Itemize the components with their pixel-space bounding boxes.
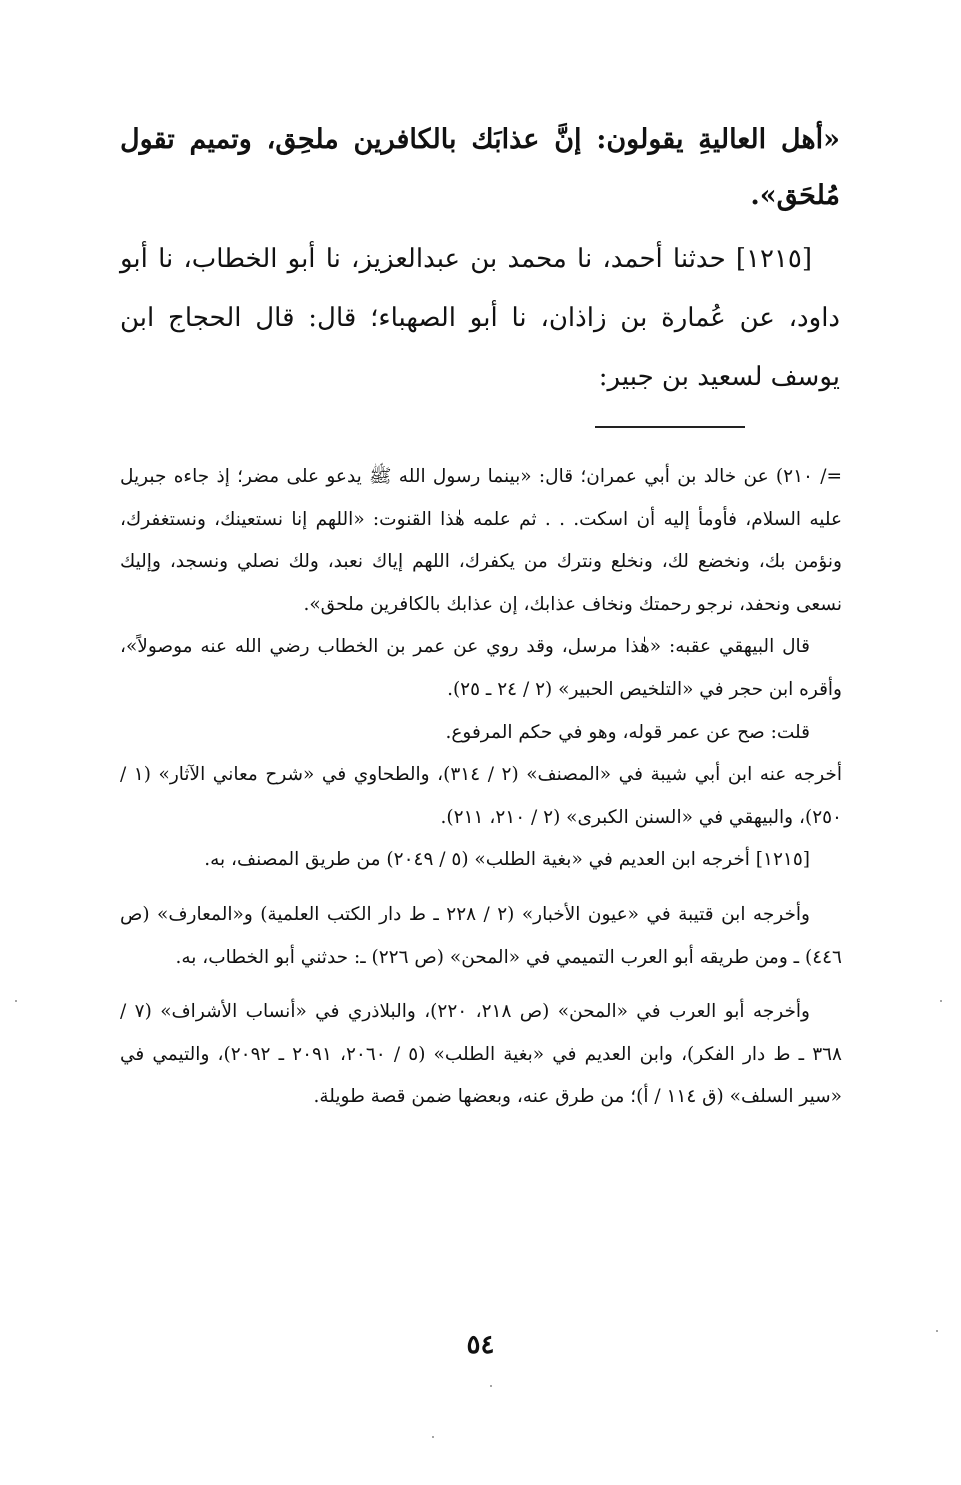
footnote-paragraph: وأخرجه ابن قتيبة في «عيون الأخبار» (٢ / ٢٢٨ ـ ط دار الكتب العلمية) و«المعارف» (ص ٤٤٦) ـ ومن طريقه أبو العرب التميمي في «المحن» (ص ٢٢٦) ـ: حدثني أبو الخطاب، به. bbox=[120, 903, 842, 968]
main-text-paragraph-1: «أهل العاليةِ يقولون: إنَّ عذابَك بالكافرين ملحِق، وتميم تقول مُلحَق». bbox=[120, 124, 840, 211]
footnote-paragraph: [١٢١٥] أخرجه ابن العديم في «بغية الطلب» (٥ / ٢٠٤٩) من طريق المصنف، به. bbox=[204, 849, 810, 871]
footnote-paragraph: وأخرجه أبو العرب في «المحن» (ص ٢١٨، ٢٢٠)، والبلاذري في «أنساب الأشراف» (٧ / ٣٦٨ ـ ط دار الفكر)، وابن العديم في «بغية الطلب» (٥ / ٢٠٦٠، ٢٠٩١ ـ ٢٠٩٢)، والتيمي في «سير السلف» (ق ١١٤ / أ)؛ من طرق عنه، وبعضها ضمن قصة طويلة. bbox=[120, 1001, 842, 1108]
footnote-separator bbox=[595, 426, 745, 428]
footnote-paragraph: =/ ٢١٠) عن خالد بن أبي عمران؛ قال: «بينما رسول الله ﷺ يدعو على مضر؛ إذ جاءه جبريل عليه السلام، فأومأ إليه أن اسكت. . . ثم علمه هٰذا القنوت: «اللهم إنا نستعينك، ونستغفرك، ونؤمن بك، ونخضع لك، ونخلع ونترك من يكفرك، اللهم إياك نعبد، ولك نصلي ونسجد، وإليك نسعى ونحفد، نرجو رحمتك ونخاف عذابك، إن عذابك بالكافرين ملحق». bbox=[120, 466, 842, 615]
footnote-paragraph: أخرجه عنه ابن أبي شيبة في «المصنف» (٢ / ٣١٤)، والطحاوي في «شرح معاني الآثار» (١ / ٢٥٠)، والبيهقي في «السنن الكبرى» (٢ / ٢١٠، ٢١١). bbox=[120, 764, 843, 828]
scan-speck bbox=[490, 1385, 492, 1387]
scan-speck bbox=[432, 1436, 434, 1438]
scan-speck bbox=[15, 1000, 17, 1002]
scan-speck bbox=[936, 1330, 938, 1332]
footnotes-section bbox=[120, 456, 842, 1119]
scan-speck bbox=[940, 1000, 942, 1002]
footnote-paragraph: قلت: صح عن عمر قوله، وهو في حكم المرفوع. bbox=[445, 721, 810, 743]
footnote-paragraph: قال البيهقي عقبه: «هٰذا مرسل، وقد روي عن عمر بن الخطاب رضي الله عنه موصولاً»، وأقره ابن حجر في «التلخيص الحبير» (٢ / ٢٤ ـ ٢٥). bbox=[120, 636, 842, 700]
main-text-paragraph-2: [١٢١٥] حدثنا أحمد، نا محمد بن عبدالعزيز، نا أبو الخطاب، نا أبو داود، عن عُمارة بن زاذان، نا أبو الصهباء؛ قال: قال الحجاج ابن يوسف لسعيد بن جبير: bbox=[120, 244, 840, 392]
page-number: ٥٤ bbox=[466, 1330, 495, 1360]
